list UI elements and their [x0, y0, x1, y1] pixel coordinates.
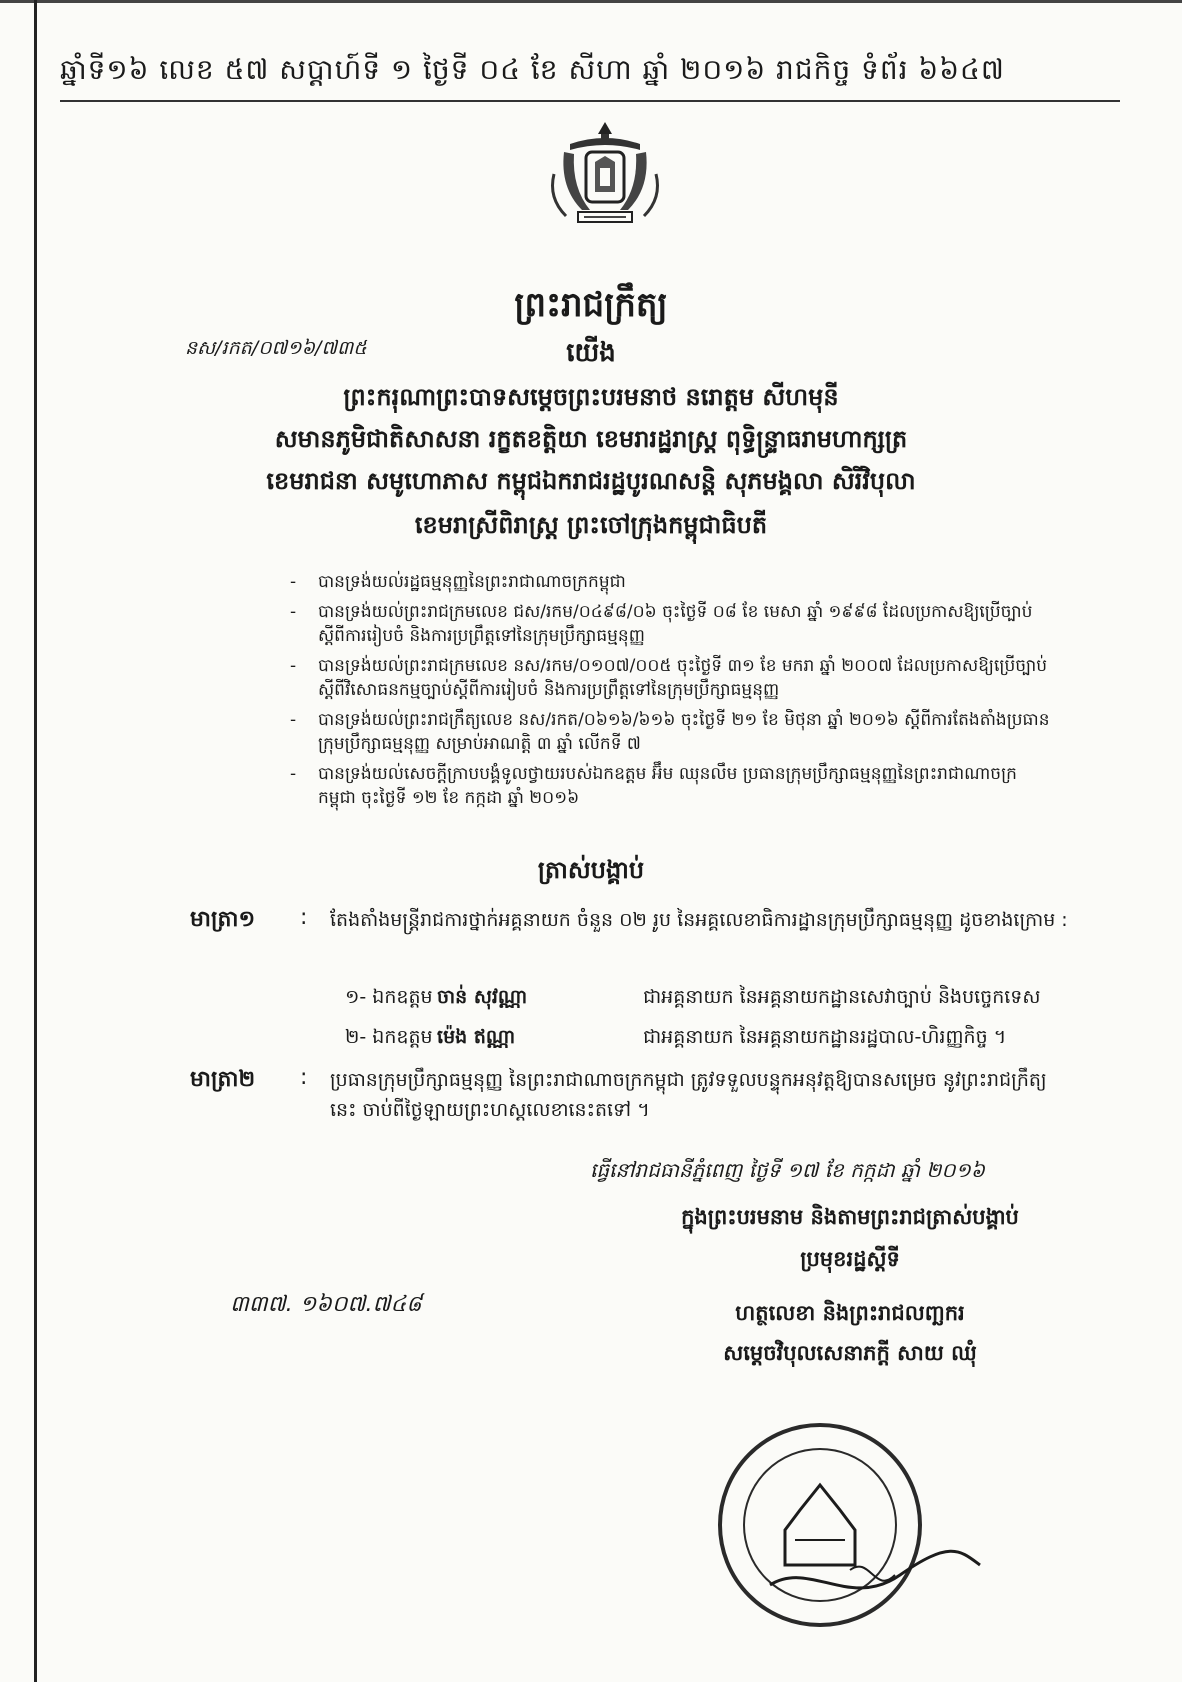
king-title-line: ខេមរាជនា សមូហោភាស កម្ពុជឯករាជរដ្ឋបូរណសន្តិ សុភមង្គលា សិរីវិបុលា [266, 467, 916, 495]
consideration-text: បានទ្រង់យល់ព្រះរាជក្រមលេខ ជស/រកម/០៤៩៨/០៦ ចុះថ្ងៃទី ០៨ ខែ មេសា ឆ្នាំ ១៩៩៨ ដែលប្រកាសឱ្យប្រើច្បាប់ស្តីពីការរៀបចំ និងការប្រព្រឹត្តទៅនៃក្រុមប្រឹក្សាធម្មនុញ្ញ [318, 602, 1033, 646]
article-colon: : [300, 1065, 308, 1090]
article-2 [190, 1065, 1070, 1135]
appointee-position: ជាអគ្គនាយក នៃអគ្គនាយកដ្ឋានរដ្ឋបាល-ហិរញ្ញកិច្ច ។ [643, 1026, 1007, 1048]
considerations-list [290, 570, 1050, 816]
header-rule [60, 100, 1120, 102]
consideration-text: បានទ្រង់យល់ព្រះរាជក្រឹត្យលេខ នស/រកត/០៦១៦/៦១៦ ចុះថ្ងៃទី ២១ ខែ មិថុនា ឆ្នាំ ២០១៦ ស្តីពីការតែងតាំងប្រធានក្រុមប្រឹក្សាធម្មនុញ្ញ សម្រាប់អាណត្តិ ៣ ឆ្នាំ លើកទី ៧ [318, 710, 1050, 754]
consideration-text: បានទ្រង់យល់ព្រះរាជក្រមលេខ នស/រកម/០១០៧/០០៥ ចុះថ្ងៃទី ៣១ ខែ មករា ឆ្នាំ ២០០៧ ដែលប្រកាសឱ្យប្រើច្បាប់ស្តីពីវិសោធនកម្មច្បាប់ស្តីពីការរៀបចំ និងការប្រព្រឹត្តទៅនៃក្រុមប្រឹក្សាធម្មនុញ្ញ [318, 656, 1048, 700]
article-label: មាត្រា១ [190, 907, 256, 932]
scan-binding-line [34, 0, 37, 1682]
consideration-item: - បានទ្រង់យល់ព្រះរាជក្រឹត្យលេខ នស/រកត/០៦១៦/៦១៦ ចុះថ្ងៃទី ២១ ខែ មិថុនា ឆ្នាំ ២០១៦ ស្តីពីការតែងតាំងប្រធានក្រុមប្រឹក្សាធម្មនុញ្ញ សម្រាប់អាណត្តិ ៣ ឆ្នាំ លើកទី ៧ [290, 710, 1050, 754]
consideration-text: បានទ្រង់យល់រដ្ឋធម្មនុញ្ញនៃព្រះរាជាណាចក្រកម្ពុជា [318, 572, 626, 592]
consideration-item: - បានទ្រង់យល់ព្រះរាជក្រមលេខ ជស/រកម/០៤៩៨/០៦ ចុះថ្ងៃទី ០៨ ខែ មេសា ឆ្នាំ ១៩៩៨ ដែលប្រកាសឱ្យប្រើច្បាប់ស្តីពីការរៀបចំ និងការប្រព្រឹត្តទៅនៃក្រុមប្រឹក្សាធម្មនុញ្ញ [290, 602, 1033, 646]
signature-title-line: ប្រមុខរដ្ឋស្តីទី [800, 1247, 900, 1271]
appointee-name: ចាន់ សុវណ្ណា [437, 986, 528, 1008]
signatory-name: សម្តេចវិបុលសេនាភក្តី សាយ ឈុំ [723, 1341, 977, 1365]
article-text: តែងតាំងមន្ត្រីរាជការថ្នាក់អគ្គនាយក ចំនួន ០២ រូប នៃអគ្គលេខាធិការដ្ឋានក្រុមប្រឹក្សាធម្មនុញ្ញ ដូចខាងក្រោម : [330, 909, 1068, 931]
scan-top-edge [0, 0, 1182, 3]
consideration-item: - បានទ្រង់យល់ព្រះរាជក្រមលេខ នស/រកម/០១០៧/០០៥ ចុះថ្ងៃទី ៣១ ខែ មករា ឆ្នាំ ២០០៧ ដែលប្រកាសឱ្យប្រើច្បាប់ស្តីពីវិសោធនកម្មច្បាប់ស្តីពីការរៀបចំ និងការប្រព្រឹត្តទៅនៃក្រុមប្រឹក្សាធម្មនុញ្ញ [290, 656, 1048, 700]
article-label: មាត្រា២ [190, 1067, 256, 1092]
appointee-name: ម៉េង ឥណ្ណា [437, 1026, 516, 1048]
article-text: ប្រធានក្រុមប្រឹក្សាធម្មនុញ្ញ នៃព្រះរាជាណាចក្រកម្ពុជា ត្រូវទទួលបន្ទុកអនុវត្តឱ្យបានសម្រេច នូវព្រះរាជក្រឹត្យនេះ ចាប់ពីថ្ងៃឡាយព្រះហស្តលេខានេះតទៅ ។ [330, 1069, 1047, 1121]
appointee-number: ១- ឯកឧត្តម [345, 986, 433, 1008]
appointee-position: ជាអគ្គនាយក នៃអគ្គនាយកដ្ឋានសេវាច្បាប់ និងបច្ចេកទេស [643, 986, 1041, 1008]
appointee-row [345, 1025, 1006, 1053]
decree-title: ព្រះរាជក្រឹត្យ [514, 285, 668, 325]
royal-coat-of-arms-icon [540, 118, 670, 230]
handwritten-reference-note: ៣៣៧. ១៦០៧.៧៤៨ [230, 1292, 422, 1317]
king-title-line: សមានភូមិជាតិសាសនា រក្ខតខត្តិយា ខេមរារដ្ឋរាស្ត្រ ពុទ្ធិន្ទ្រាធរាមហាក្សត្រ [274, 425, 908, 453]
decree-reference-number: នស/រកត/០៧១៦/៧៣៥ [185, 337, 367, 359]
gazette-header: ឆ្នាំទី១៦ លេខ ៥៧ សប្តាហ៍ទី ១ ថ្ងៃទី ០៤ ខែ សីហា ឆ្នាំ ២០១៦ រាជកិច្ច ទំព័រ ៦៦៤៧ [60, 53, 1005, 86]
consideration-item: - បានទ្រង់យល់សេចក្តីក្រាបបង្គំទូលថ្វាយរបស់ឯកឧត្តម អ៊ឹម ឈុនលឹម ប្រធានក្រុមប្រឹក្សាធម្មនុញ្ញនៃព្រះរាជាណាចក្រកម្ពុជា ចុះថ្ងៃទី ១២ ខែ កក្កដា ឆ្នាំ ២០១៦ [290, 764, 1017, 808]
king-title-line: ព្រះករុណាព្រះបាទសម្តេចព្រះបរមនាថ នរោត្តម សីហមុនី [343, 383, 839, 411]
signature-authority-line: ក្នុងព្រះបរមនាម និងតាមព្រះរាជត្រាស់បង្គាប់ [681, 1205, 1019, 1229]
we-heading: យើង [566, 338, 616, 368]
article-colon: : [300, 905, 308, 930]
signature-caption-line: ហត្ថលេខា និងព្រះរាជលញ្ឆករ [735, 1301, 965, 1325]
consideration-text: បានទ្រង់យល់សេចក្តីក្រាបបង្គំទូលថ្វាយរបស់ឯកឧត្តម អ៊ឹម ឈុនលឹម ប្រធានក្រុមប្រឹក្សាធម្មនុញ្ញនៃព្រះរាជាណាចក្រកម្ពុជា ចុះថ្ងៃទី ១២ ខែ កក្កដា ឆ្នាំ ២០១៦ [318, 764, 1017, 808]
appointee-row [345, 985, 1040, 1013]
article-1 [190, 905, 1070, 975]
signing-date-place: ធ្វើនៅរាជធានីភ្នំពេញ ថ្ងៃទី ១៧ ខែ កក្កដា ឆ្នាំ ២០១៦ [590, 1158, 985, 1182]
appointee-number: ២- ឯកឧត្តម [345, 1026, 433, 1048]
king-title-line: ខេមរាស្រីពិរាស្ត្រ ព្រះចៅក្រុងកម្ពុជាធិបតី [414, 511, 768, 539]
decides-heading: ត្រាស់បង្គាប់ [537, 856, 645, 884]
official-seal-stamp [700, 1360, 1030, 1630]
consideration-item: - បានទ្រង់យល់រដ្ឋធម្មនុញ្ញនៃព្រះរាជាណាចក្រកម្ពុជា [290, 572, 626, 592]
